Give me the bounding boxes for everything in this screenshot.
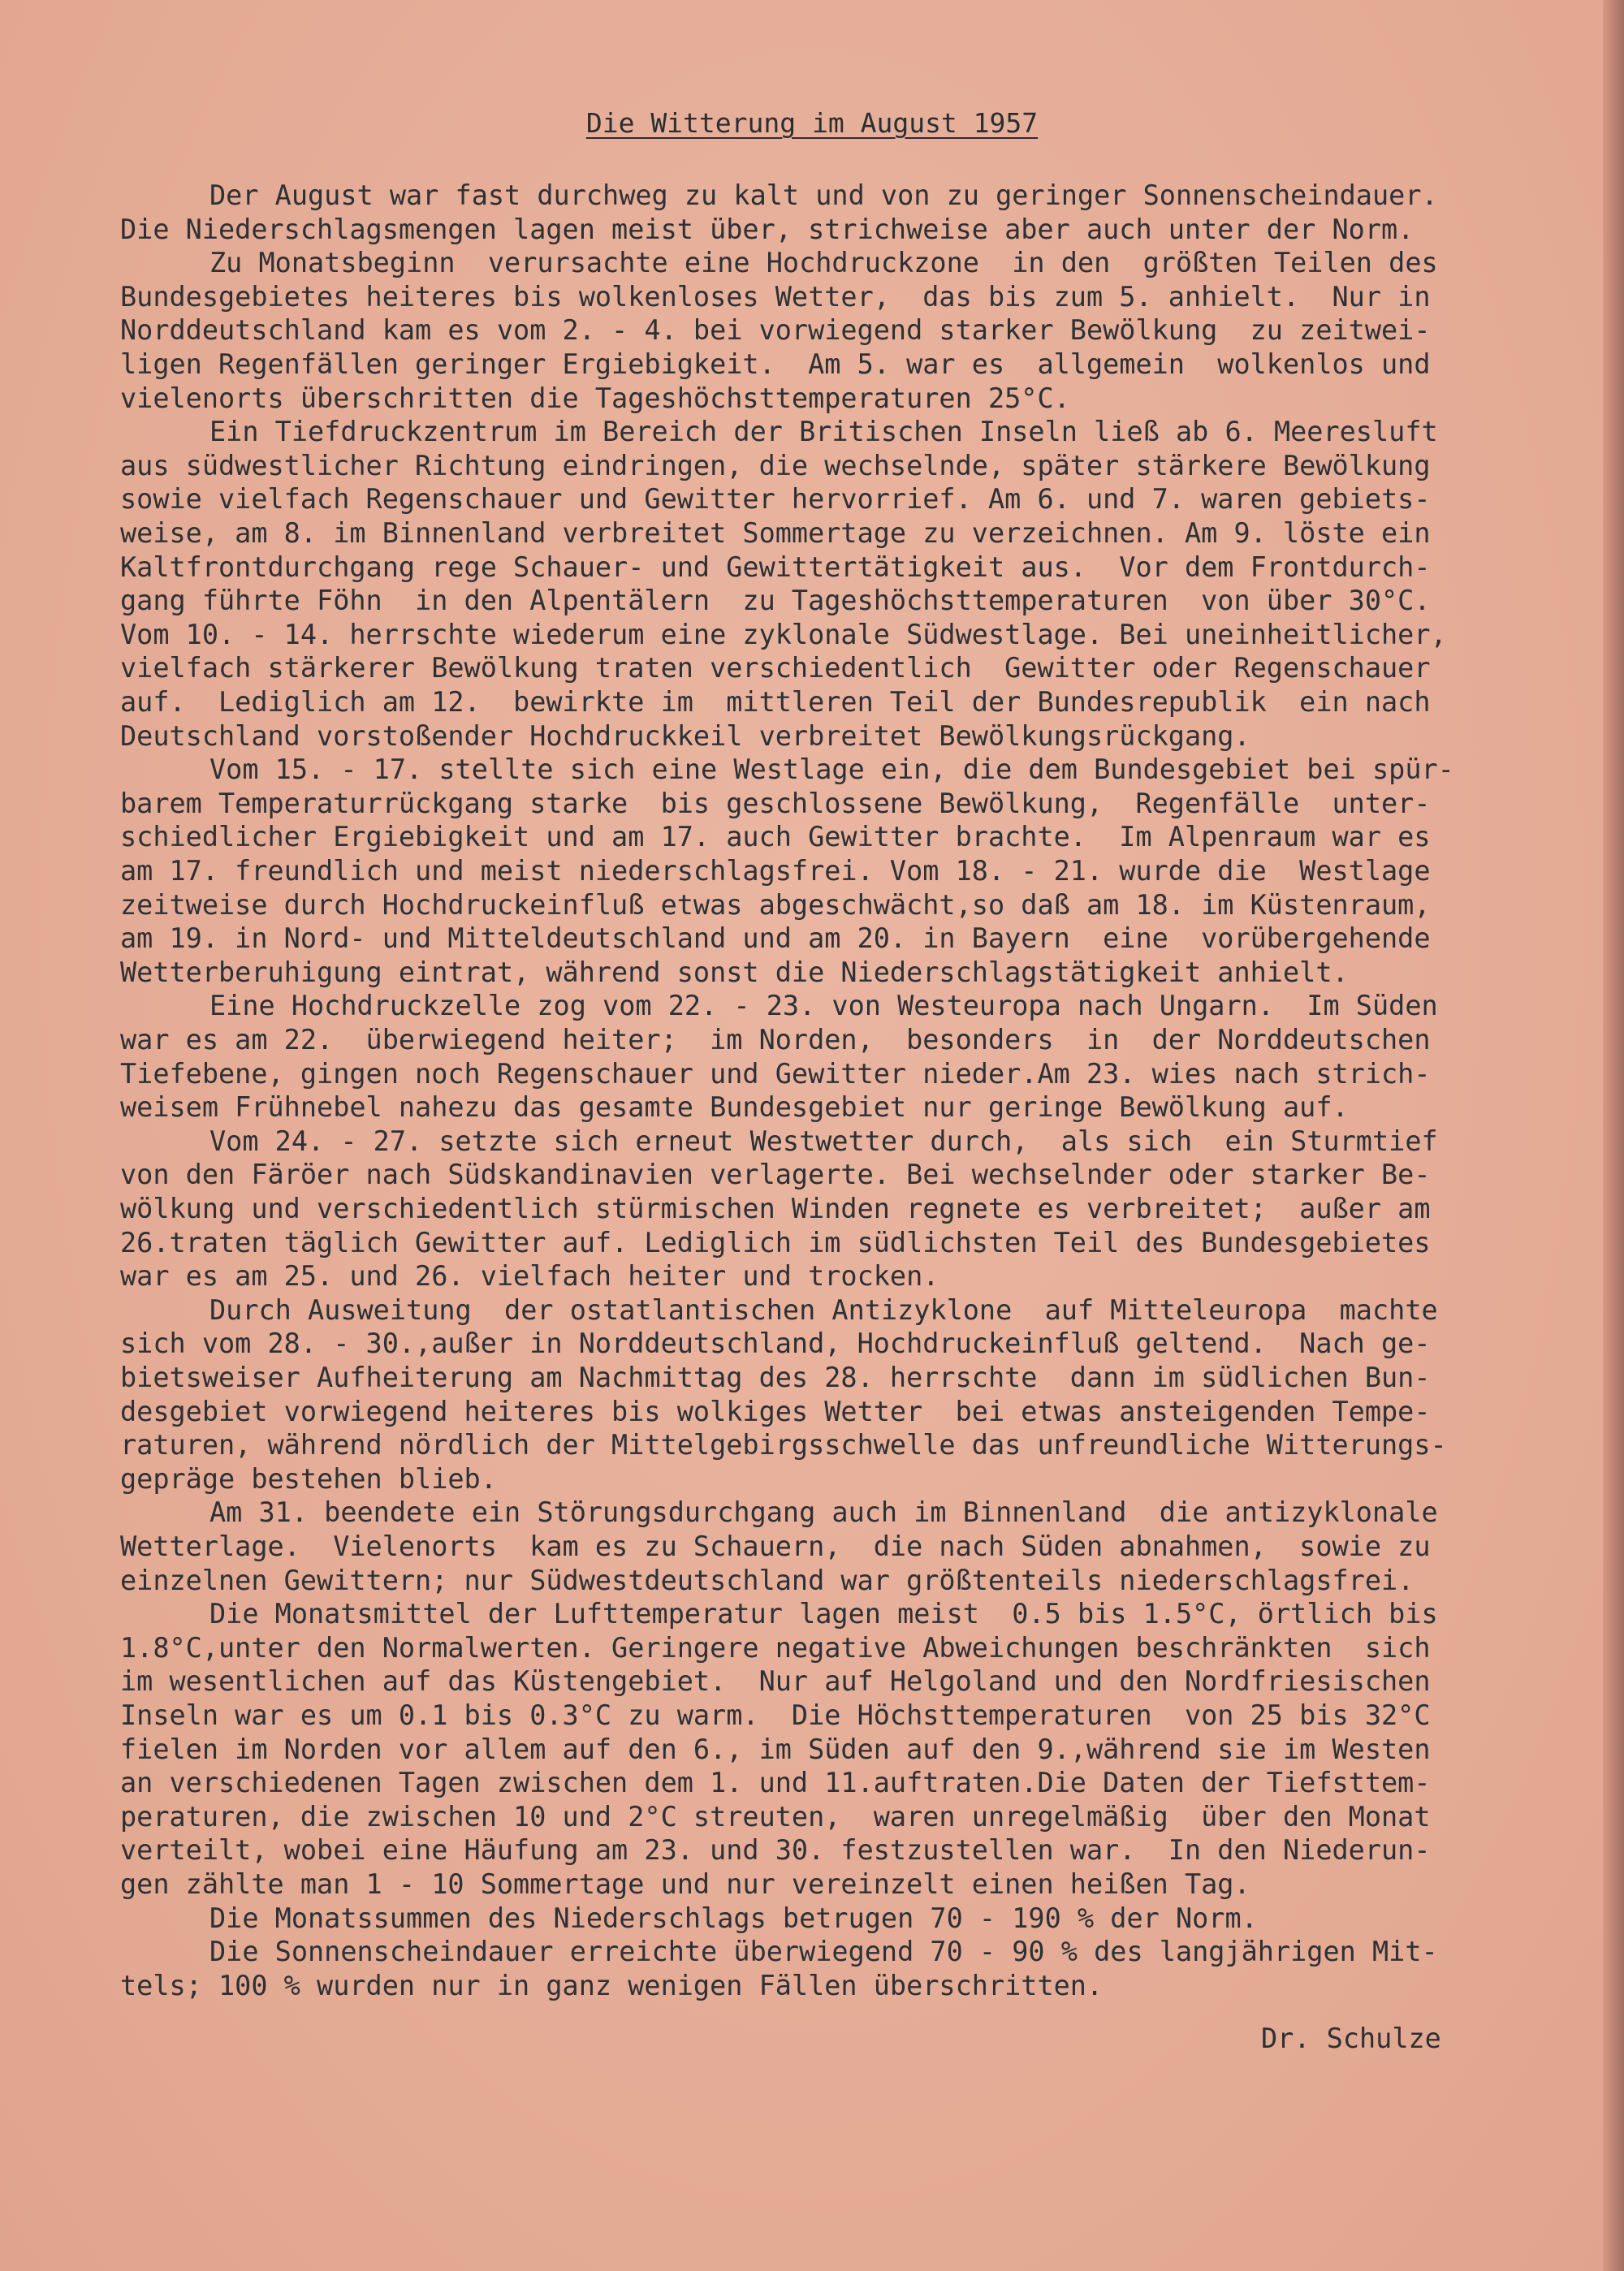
text-line: Wetterlage. Vielenorts kam es zu Schauern, die nach Süden abnahmen, sowie zu xyxy=(120,1531,1431,1562)
text-line: Die Sonnenscheindauer erreichte überwiegend 70 - 90 % des langjährigen Mit- xyxy=(209,1936,1438,1968)
text-line: Ein Tiefdruckzentrum im Bereich der Britischen Inseln ließ ab 6. Meeresluft xyxy=(209,416,1438,448)
document-title xyxy=(0,107,1624,140)
text-line: wölkung und verschiedentlich stürmischen Winden regnete es verbreitet; außer am xyxy=(120,1193,1431,1224)
text-line: vielenorts überschritten die Tageshöchsttemperaturen 25°C. xyxy=(120,382,1070,414)
text-line: Vom 10. - 14. herrschte wiederum eine zyklonale Südwestlage. Bei uneinheitlicher, xyxy=(120,618,1447,650)
text-line: auf. Lediglich am 12. bewirkte im mittleren Teil der Bundesrepublik ein nach xyxy=(120,686,1431,718)
text-line: an verschiedenen Tagen zwischen dem 1. und 11.auftraten.Die Daten der Tiefsttem- xyxy=(120,1767,1431,1799)
text-line: weisem Frühnebel nahezu das gesamte Bundesgebiet nur geringe Bewölkung auf. xyxy=(120,1091,1349,1124)
text-line: barem Temperaturrückgang starke bis geschlossene Bewölkung, Regenfälle unter- xyxy=(120,787,1431,819)
text-line: Vom 15. - 17. stellte sich eine Westlage ein, die dem Bundesgebiet bei spür- xyxy=(209,753,1454,786)
text-line: war es am 22. überwiegend heiter; im Norden, besonders in der Norddeutschen xyxy=(120,1024,1431,1056)
page-edge-shadow xyxy=(1603,0,1624,2271)
text-line: sowie vielfach Regenschauer und Gewitter hervorrief. Am 6. und 7. waren gebiets- xyxy=(120,483,1431,516)
text-line: Tiefebene, gingen noch Regenschauer und Gewitter nieder.Am 23. wies nach strich- xyxy=(120,1057,1431,1090)
text-line: Zu Monatsbeginn verursachte eine Hochdruckzone in den größten Teilen des xyxy=(209,247,1438,279)
text-line: Deutschland vorstoßender Hochdruckkeil verbreitet Bewölkungsrückgang. xyxy=(120,719,1250,752)
text-line: ligen Regenfällen geringer Ergiebigkeit. Am 5. war es allgemein wolkenlos und xyxy=(120,348,1431,380)
text-line: gepräge bestehen blieb. xyxy=(120,1462,497,1495)
text-line: Kaltfrontdurchgang rege Schauer- und Gewittertätigkeit aus. Vor dem Frontdurch- xyxy=(120,550,1431,583)
text-line: Eine Hochdruckzelle zog vom 22. - 23. von Westeuropa nach Ungarn. Im Süden xyxy=(209,990,1438,1022)
text-line: gang führte Föhn in den Alpentälern zu Tageshöchsttemperaturen von über 30°C. xyxy=(120,585,1431,617)
text-line: einzelnen Gewittern; nur Südwestdeutschland war größtenteils niederschlagsfrei. xyxy=(120,1564,1415,1596)
text-line: 1.8°C,unter den Normalwerten. Geringere negative Abweichungen beschränkten sich xyxy=(120,1631,1431,1664)
text-line: fielen im Norden vor allem auf den 6., im Süden auf den 9.,während sie im Westen xyxy=(120,1733,1431,1765)
text-line: Bundesgebietes heiteres bis wolkenloses Wetter, das bis zum 5. anhielt. Nur in xyxy=(120,280,1431,313)
text-line: Die Monatssummen des Niederschlags betrugen 70 - 190 % der Norm. xyxy=(209,1902,1258,1934)
text-line: Vom 24. - 27. setzte sich erneut Westwetter durch, als sich ein Sturmtief xyxy=(209,1125,1438,1157)
text-line: Der August war fast durchweg zu kalt und von zu geringer Sonnenscheindauer. xyxy=(209,179,1438,211)
text-line: schiedlicher Ergiebigkeit und am 17. auch Gewitter brachte. Im Alpenraum war es xyxy=(120,821,1431,853)
text-line: 26.traten täglich Gewitter auf. Lediglich im südlichsten Teil des Bundesgebietes xyxy=(120,1226,1431,1259)
text-line: raturen, während nördlich der Mittelgebirgsschwelle das unfreundliche Witterungs- xyxy=(120,1429,1447,1461)
text-line: zeitweise durch Hochdruckeinfluß etwas abgeschwächt,so daß am 18. im Küstenraum, xyxy=(120,888,1431,921)
text-line: Durch Ausweitung der ostatlantischen Antizyklone auf Mitteleuropa machte xyxy=(209,1293,1438,1326)
text-line: bietsweiser Aufheiterung am Nachmittag des 28. herrschte dann im südlichen Bun- xyxy=(120,1362,1431,1393)
text-line: Wetterberuhigung eintrat, während sonst die Niederschlagstätigkeit anhielt. xyxy=(120,956,1349,988)
text-line: von den Färöer nach Südskandinavien verlagerte. Bei wechselnder oder starker Be- xyxy=(120,1159,1431,1191)
text-line: peraturen, die zwischen 10 und 2°C streuten, waren unregelmäßig über den Monat xyxy=(120,1800,1431,1833)
text-line: war es am 25. und 26. vielfach heiter und trocken. xyxy=(120,1260,939,1293)
text-line: gen zählte man 1 - 10 Sommertage und nur vereinzelt einen heißen Tag. xyxy=(120,1868,1250,1900)
text-line: im wesentlichen auf das Küstengebiet. Nur auf Helgoland und den Nordfriesischen xyxy=(120,1665,1431,1698)
text-line: Am 31. beendete ein Störungsdurchgang auch im Binnenland die antizyklonale xyxy=(209,1496,1438,1529)
text-line: Die Monatsmittel der Lufttemperatur lagen meist 0.5 bis 1.5°C, örtlich bis xyxy=(209,1598,1438,1630)
document-title-text: Die Witterung im August 1957 xyxy=(585,107,1039,139)
text-line: vielfach stärkerer Bewölkung traten verschiedentlich Gewitter oder Regenschauer xyxy=(120,652,1431,684)
text-line: aus südwestlicher Richtung eindringen, die wechselnde, später stärkere Bewölkung xyxy=(120,449,1431,481)
text-line: am 17. freundlich und meist niederschlagsfrei. Vom 18. - 21. wurde die Westlage xyxy=(120,855,1431,887)
text-line: sich vom 28. - 30.,außer in Norddeutschland, Hochdruckeinfluß geltend. Nach ge- xyxy=(120,1328,1431,1360)
text-line: tels; 100 % wurden nur in ganz wenigen Fällen überschritten. xyxy=(120,1969,1104,2001)
text-line: Norddeutschland kam es vom 2. - 4. bei vorwiegend starker Bewölkung zu zeitwei- xyxy=(120,314,1431,347)
text-line: verteilt, wobei eine Häufung am 23. und 30. festzustellen war. In den Niederun- xyxy=(120,1834,1431,1867)
text-line: Die Niederschlagsmengen lagen meist über, strichweise aber auch unter der Norm. xyxy=(120,213,1415,245)
text-line: desgebiet vorwiegend heiteres bis wolkiges Wetter bei etwas ansteigenden Tempe- xyxy=(120,1395,1431,1427)
author-signature: Dr. Schulze xyxy=(1261,2023,1441,2054)
text-line: weise, am 8. im Binnenland verbreitet Sommertage zu verzeichnen. Am 9. löste ein xyxy=(120,517,1431,549)
text-line: Inseln war es um 0.1 bis 0.3°C zu warm. Die Höchsttemperaturen von 25 bis 32°C xyxy=(120,1699,1431,1731)
text-line: am 19. in Nord- und Mitteldeutschland und am 20. in Bayern eine vorübergehende xyxy=(120,922,1431,955)
